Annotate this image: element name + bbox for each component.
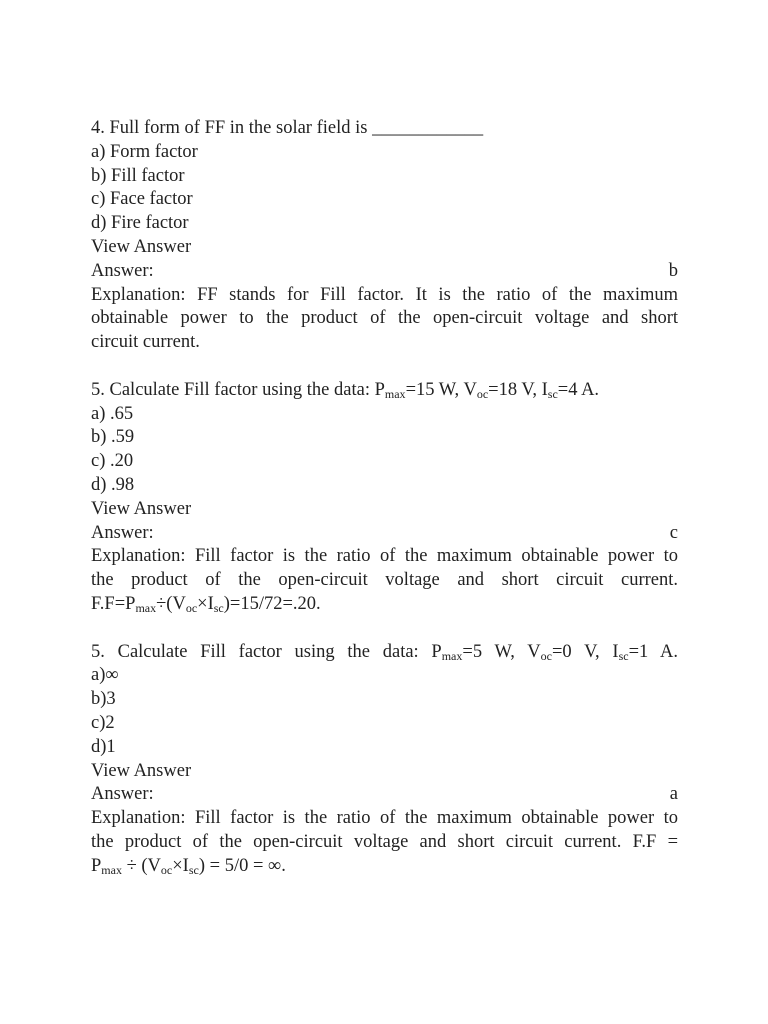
- option-b: b) Fill factor: [91, 165, 185, 186]
- paragraph-gap: [91, 617, 678, 641]
- question-block-5b: [91, 641, 678, 879]
- answer-label: Answer:: [91, 260, 154, 281]
- view-answer-link[interactable]: View Answer: [91, 498, 192, 519]
- option-c: c) Face factor: [91, 189, 193, 210]
- view-answer-link[interactable]: View Answer: [91, 760, 192, 781]
- paragraph-gap: [91, 355, 678, 379]
- option-b: b)3: [91, 689, 116, 710]
- answer-value: c: [669, 522, 678, 543]
- option-c: c) .20: [91, 451, 134, 472]
- option-c: c)2: [91, 712, 115, 733]
- answer-label: Answer:: [91, 522, 154, 543]
- formula-line: $F.F=P_{max}\div(V_{oc}\times I_{sc})=15/72=.20$.: [91, 593, 321, 615]
- explanation-line: obtainable power to the product of the open-circuit voltage and short: [91, 308, 678, 329]
- document-content: [91, 117, 678, 879]
- question-text: 4. Full form of FF in the solar field is ____________: [91, 118, 484, 138]
- answer-value: a: [669, 784, 678, 805]
- explanation-line: the product of the open-circuit voltage and short circuit current.: [91, 570, 678, 591]
- answer-label: Answer:: [91, 784, 154, 805]
- option-b: b) .59: [91, 427, 135, 448]
- view-answer-link[interactable]: View Answer: [91, 236, 192, 257]
- question-text: 5. Calculate Fill factor using the data: $P_{max}=15$ W, $V_{oc}=18$ V, $I_{sc}=4$ A.: [91, 379, 600, 401]
- answer-row: [91, 783, 678, 807]
- option-a: a) Form factor: [91, 141, 198, 162]
- question-block-5a: [91, 379, 678, 617]
- option-d: d) Fire factor: [91, 213, 189, 234]
- formula-line: $P_{max} \div (V_{oc}\times I_{sc}) = 5/0$ = ∞.: [91, 855, 286, 877]
- answer-value: b: [668, 260, 678, 281]
- explanation-line: Explanation: FF stands for Fill factor. It is the ratio of the maximum: [91, 284, 678, 305]
- option-a: a) .65: [91, 403, 134, 424]
- explanation-line: the product of the open-circuit voltage and short circuit current. F.F =: [91, 831, 678, 852]
- answer-row: [91, 260, 678, 284]
- option-d: d) .98: [91, 474, 135, 495]
- question-text: 5. Calculate Fill factor using the data: $P_{max}=5$ W, $V_{oc}=0$ V, $I_{sc}=1$ A.: [91, 641, 678, 663]
- question-block-4: [91, 117, 678, 355]
- explanation-line: Explanation: Fill factor is the ratio of the maximum obtainable power to: [91, 808, 678, 829]
- explanation-line: circuit current.: [91, 332, 200, 353]
- option-a: a)∞: [91, 665, 119, 686]
- answer-row: [91, 522, 678, 546]
- explanation-line: Explanation: Fill factor is the ratio of the maximum obtainable power to: [91, 546, 678, 567]
- option-d: d)1: [91, 736, 116, 757]
